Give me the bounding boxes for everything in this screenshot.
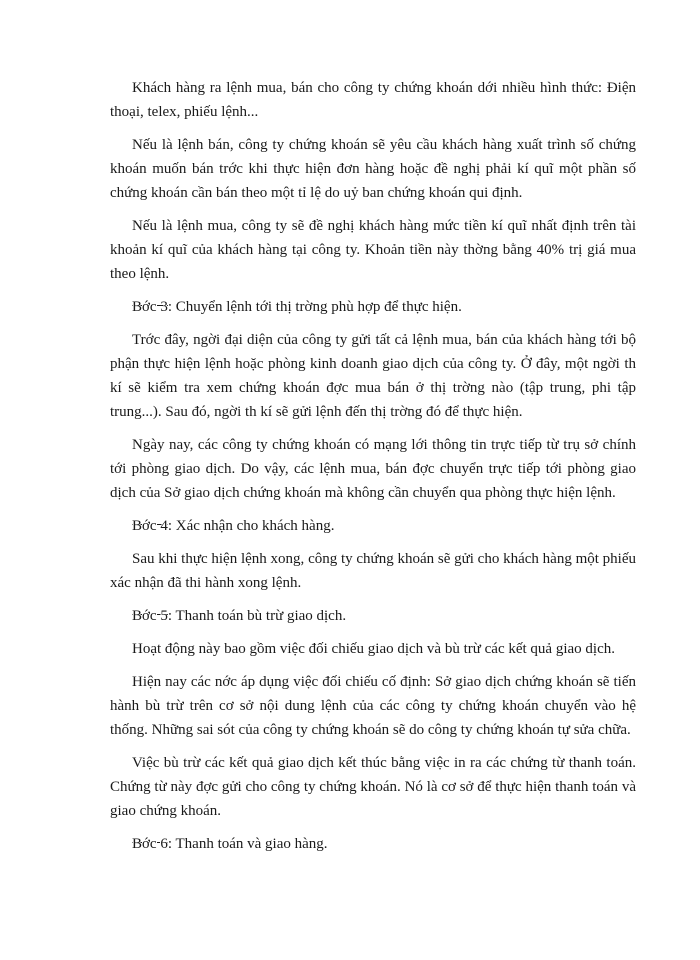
step-4-title: : Xác nhận cho khách hàng. xyxy=(167,518,335,534)
step-3-label: Bớc 3 xyxy=(132,299,168,315)
step-5-heading xyxy=(110,604,636,628)
paragraph-clearing-activity: Hoạt động này bao gồm việc đối chiếu giao dịch và bù trừ các kết quả giao dịch. xyxy=(132,641,615,657)
step-5-label: Bớc 5 xyxy=(132,608,168,624)
paragraph-settlement-docs: Việc bù trừ các kết quả giao dịch kết thúc bằng việc in ra các chứng từ thanh toán. Chứng từ này đợc gửi cho công ty chứng khoán. Nó là cơ sở để thực hiện thanh toán và giao chứng khoán. xyxy=(110,755,636,819)
paragraph-buy-order: Nếu là lệnh mua, công ty sẽ đề nghị khách hàng mức tiền kí quĩ nhất định trên tài khoản kí quĩ của khách hàng tại công ty. Khoản tiền này thờng bằng 40% trị giá mua theo lệnh. xyxy=(110,218,636,282)
step-4-label: Bớc 4 xyxy=(132,518,168,534)
step-4-heading xyxy=(110,514,636,538)
paragraph-confirmation: Sau khi thực hiện lệnh xong, công ty chứng khoán sẽ gửi cho khách hàng một phiếu xác nhận đã thi hành xong lệnh. xyxy=(110,551,636,591)
paragraph-sell-order: Nếu là lệnh bán, công ty chứng khoán sẽ yêu cầu khách hàng xuất trình số chứng khoán muốn bán trớc khi thực hiện đơn hàng hoặc đề nghị phải kí quĩ một phần số chứng khoán cần bán theo một tỉ lệ do uỷ ban chứng khoán qui định. xyxy=(110,137,636,201)
step-5-title: : Thanh toán bù trừ giao dịch. xyxy=(167,608,347,624)
step-3-heading xyxy=(110,295,636,319)
paragraph-nowadays: Ngày nay, các công ty chứng khoán có mạng lới thông tin trực tiếp từ trụ sở chính tới phòng giao dịch. Do vậy, các lệnh mua, bán đợc chuyển trực tiếp tới phòng giao dịch của Sở giao dịch chứng khoán mà không cần chuyển qua phòng thực hiện lệnh. xyxy=(110,437,636,501)
paragraph-previously: Trớc đây, ngời đại diện của công ty gửi tất cả lệnh mua, bán của khách hàng tới bộ phận thực hiện lệnh hoặc phòng kinh doanh giao dịch của công ty. Ở đây, một ngời th kí sẽ kiểm tra xem chứng khoán đợc mua bán ở thị trờng nào (tập trung, phi tập trung...). Sau đó, ngời th kí sẽ gửi lệnh đến thị trờng đó để thực hiện. xyxy=(110,332,636,420)
step-6-heading xyxy=(110,832,636,856)
step-6-label: Bớc 6 xyxy=(132,836,168,852)
paragraph-fixed-matching: Hiện nay các nớc áp dụng việc đối chiếu cố định: Sở giao dịch chứng khoán sẽ tiến hành bù trừ trên cơ sở nội dung lệnh của các công ty chứng khoán chuyển vào hệ thống. Những sai sót của công ty chứng khoán sẽ do công ty chứng khoán tự sửa chữa. xyxy=(110,674,636,738)
step-6-title: : Thanh toán và giao hàng. xyxy=(167,836,328,852)
paragraph-order-methods: Khách hàng ra lệnh mua, bán cho công ty chứng khoán dới nhiều hình thức: Điện thoại, telex, phiếu lệnh... xyxy=(110,80,636,120)
step-3-title: : Chuyển lệnh tới thị trờng phù hợp để thực hiện. xyxy=(167,299,462,315)
